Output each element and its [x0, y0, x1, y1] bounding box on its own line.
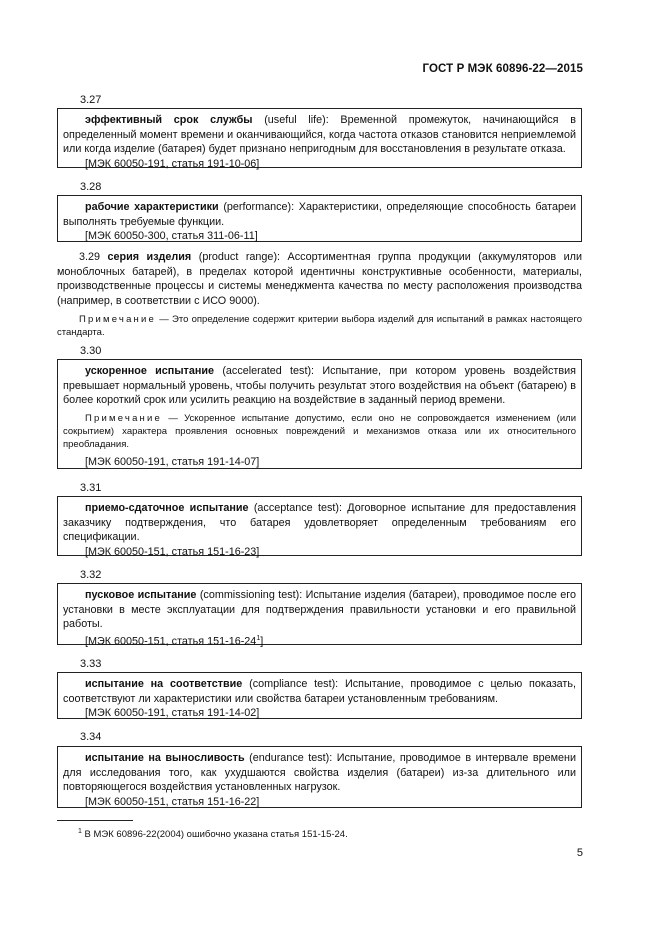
term: эффективный срок службы: [85, 114, 253, 126]
note: Примечание — Это определение содержит критерии выбора изделий для испытаний в рамках настоящего стандарта.: [57, 314, 582, 338]
reference: [МЭК 60050-300, статья 311-06-11]: [85, 230, 258, 243]
term-box: [57, 359, 582, 469]
definition-plain: 3.29 серия изделия (product range): Ассортиментная группа продукции (аккумуляторов или моноблочных батарей), в пределах которой идентичны конструктивные особенности, материалы, производственные процессы и системы менеджмента качества по месту расположения производства (например, в соответствии с ИСО 9000).: [57, 251, 582, 307]
clause-number: 3.28: [80, 181, 102, 193]
clause-number: 3.30: [80, 345, 102, 357]
term: рабочие характеристики: [85, 201, 219, 213]
clause-number: 3.29: [79, 251, 101, 263]
reference: [МЭК 60050-151, статья $151-16-24^1$]: [85, 634, 264, 648]
term: испытание на выносливость: [85, 752, 245, 764]
clause-number: 3.31: [80, 482, 102, 494]
reference: [МЭК 60050-191, статья 191-14-02]: [85, 707, 260, 720]
term-box: [57, 583, 582, 648]
note: Примечание — Ускоренное испытание допустимо, если оно не сопровождается изменением (или сокрытием) характера проявления основных повреждений и механизмов отказа или их относительного преобладания.: [63, 412, 576, 450]
note-label: Примечание: [85, 412, 162, 424]
reference: [МЭК 60050-191, статья 191-14-07]: [85, 455, 260, 468]
reference: [МЭК 60050-191, статья 191-10-06]: [85, 157, 260, 170]
term-box: [57, 108, 582, 168]
definition: пусковое испытание (commissioning test): Испытание изделия (батареи), проводимое после его установки в месте эксплуатации для подтверждения правильности установки и его правильной работы.: [63, 589, 576, 631]
definition: эффективный срок службы (useful life): Временной промежуток, начинающийся в определенный момент времени и оканчивающийся, когда частота отказов становится неприемлемой или когда изделие (батарея) будет признано непригодным для восстановления в результате отказа.: [63, 114, 576, 156]
document-code: ГОСТ Р МЭК 60896-22—2015: [422, 63, 583, 75]
term-box: [57, 672, 582, 719]
term: испытание на соответствие: [85, 678, 243, 690]
term-box: [57, 496, 582, 556]
page-number: 5: [576, 847, 583, 859]
definition: испытание на выносливость (endurance test): Испытание, проводимое в интервале времени для исследования того, как ухудшаются свойства изделия (батареи) из-за длительного или повторяющегося воздействия установленных нагрузок.: [63, 752, 576, 794]
term-box: [57, 195, 582, 242]
definition: испытание на соответствие (compliance test): Испытание, проводимое с целью показать, соответствуют ли характеристики или свойства батареи установленным требованиям.: [63, 678, 576, 705]
footnote-divider: [57, 820, 133, 821]
term-box: [57, 746, 582, 808]
term: серия изделия: [107, 251, 192, 263]
clause-number: 3.27: [80, 94, 102, 106]
note-label: Примечание: [79, 314, 156, 325]
reference: [МЭК 60050-151, статья 151-16-22]: [85, 795, 260, 808]
clause-number: 3.34: [80, 731, 102, 743]
footnote-mark: 1: [78, 828, 82, 835]
term: приемо-сдаточное испытание: [85, 502, 249, 514]
clause-number: 3.33: [80, 658, 102, 670]
definition: приемо-сдаточное испытание (acceptance test): Договорное испытание для предоставления заказчику подтверждения, что батарея удовлетворяет определенным требованиям его спецификации.: [63, 502, 576, 544]
definition: ускоренное испытание (accelerated test): Испытание, при котором уровень воздействия превышает нормальный уровень, чтобы получить результат этого воздействия на объект (батарею) в более короткий срок или усилить реакцию на воздействие в заданный период времени.: [63, 365, 576, 407]
term: пусковое испытание: [85, 589, 197, 601]
definition: рабочие характеристики (performance): Характеристики, определяющие способность батареи выполнять требуемые функции.: [63, 201, 576, 228]
clause-number: 3.32: [80, 569, 102, 581]
reference: [МЭК 60050-151, статья 151-16-23]: [85, 545, 260, 558]
term: ускоренное испытание: [85, 365, 214, 377]
footnote-mark: 1: [256, 634, 261, 642]
footnote: $^1$ В МЭК 60896-22(2004) ошибочно указана статья 151-15-24.: [78, 828, 348, 841]
